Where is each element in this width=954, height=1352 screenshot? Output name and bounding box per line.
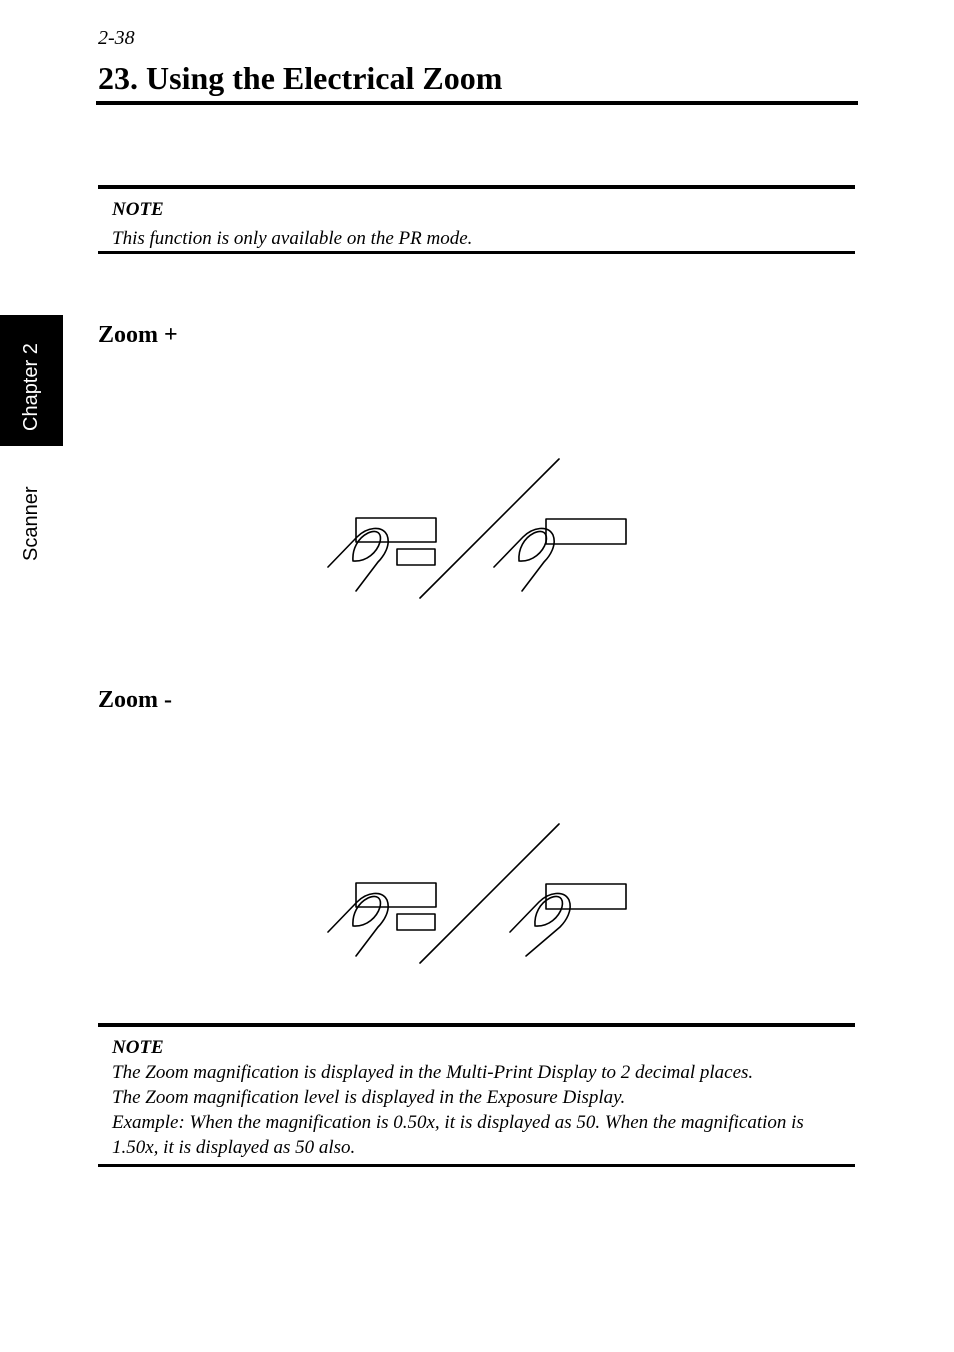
zoom-plus-heading: Zoom + [98, 322, 178, 348]
finger-right-outline [510, 893, 570, 956]
note-box-top [98, 185, 855, 254]
page-number: 2-38 [98, 27, 135, 49]
note-heading: NOTE [112, 199, 164, 220]
key-panel-right [546, 519, 626, 544]
divider-slash [420, 824, 559, 963]
note-line: The Zoom magnification is displayed in the Multi-Print Display to 2 decimal places. [112, 1062, 754, 1083]
note-line: Example: When the magnification is 0.50x, it is displayed as 50. When the magnification is [112, 1112, 804, 1133]
section-tab-label: Scanner [20, 486, 42, 561]
note-line: 1.50x, it is displayed as 50 also. [112, 1137, 356, 1158]
note-line: The Zoom magnification level is displayed in the Exposure Display. [112, 1087, 626, 1108]
zoom-plus-illustration [320, 455, 640, 605]
note-box-bottom [98, 1023, 855, 1167]
note-heading: NOTE [112, 1037, 164, 1058]
note-line: This function is only available on the PR mode. [112, 228, 473, 249]
finger-left-outline [328, 528, 388, 591]
chapter-tab-label: Chapter 2 [20, 343, 42, 431]
page-title: 23. Using the Electrical Zoom [98, 60, 503, 96]
title-rule [96, 101, 858, 105]
key-button-small [397, 549, 435, 565]
finger-left-outline [328, 893, 388, 956]
finger-right-outline [494, 528, 554, 591]
zoom-minus-illustration [320, 820, 640, 970]
zoom-minus-heading: Zoom - [98, 687, 172, 713]
key-button-small [397, 914, 435, 930]
